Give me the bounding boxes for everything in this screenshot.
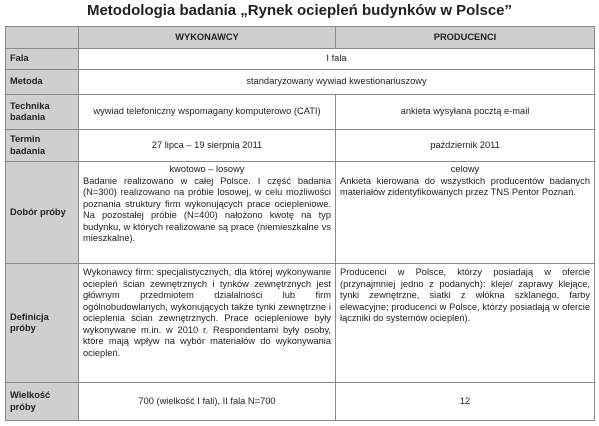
- page-title: Metodologia badania „Rynek ociepleń budynków w Polsce”: [86, 2, 513, 19]
- definicja-wykonawcy: Wykonawcy firm: specjalistycznych, dla której wykonywanie ociepleń ścian zewnętrznych i tynków zewnętrznych jest głównym przedmiotem działalności lub firm ogólnobudowlanych, wykonujących także tynki zewnętrzne i ocieplenia ścian zewnętrznych. Prace ociepleniowe były wykonywane m.in. w 2010 r. Respondentami były osoby, które mają wpływ na wybór materiałów do wykonywania ociepleń.: [79, 264, 336, 383]
- dobor-wykonawcy: [79, 162, 336, 264]
- row-wielkosc: [6, 383, 595, 421]
- definicja-producenci: Producenci w Polsce, którzy posiadają w ofercie (przynajmniej jedno z podanych): kleje/ zaprawy klejące, tynki zewnętrzne, siatki z włókna szklanego, farby elewacyjne; producenci w Polsce, którzy posiadają w ofercie łączniki do systemów ociepleń).: [336, 264, 595, 383]
- row-label-fala: Fala: [6, 49, 79, 70]
- wielkosc-wykonawcy: 700 (wielkość I fali), II fala N=700: [79, 383, 336, 421]
- header-corner-cell: [6, 27, 79, 49]
- dobor-producenci: [336, 162, 595, 264]
- fala-value: I fala: [79, 49, 595, 70]
- dobor-producenci-text: Ankieta kierowana do wszystkich producentów badanych materiałów zidentyfikowanych przez TNS Pentor Poznań.: [340, 175, 590, 197]
- wielkosc-producenci: 12: [336, 383, 595, 421]
- row-label-technika: Technika badania: [6, 95, 79, 130]
- row-label-definicja: Definicja próby: [6, 264, 79, 383]
- column-header-wykonawcy: WYKONAWCY: [79, 27, 336, 49]
- row-metoda: [6, 70, 595, 95]
- termin-wykonawcy: 27 lipca – 19 sierpnia 2011: [79, 130, 336, 162]
- row-technika: [6, 95, 595, 130]
- termin-producenci: październik 2011: [336, 130, 595, 162]
- technika-wykonawcy: wywiad telefoniczny wspomagany komputerowo (CATI): [79, 95, 336, 130]
- dobor-wykonawcy-text: Badanie realizowano w całej Polsce. I część badania (N=300) realizowano na próbie losowej, w celu możliwości poznania struktury firm wykonujących prace ociepleniowe. Na pozostałej próbie (N=400) nałożono kwotę na typ budynku, w których realizowane są prace (niemieszkalne vs mieszkalne).: [83, 175, 331, 243]
- column-header-producenci: PRODUCENCI: [336, 27, 595, 49]
- row-dobor: [6, 162, 595, 264]
- metoda-value: standaryzowany wywiad kwestionariuszowy: [79, 70, 595, 95]
- methodology-table: [5, 26, 595, 421]
- row-definicja: [6, 264, 595, 383]
- dobor-wykonawcy-title: kwotowo – losowy: [169, 164, 245, 174]
- row-label-metoda: Metoda: [6, 70, 79, 95]
- row-termin: [6, 130, 595, 162]
- row-label-dobor: Dobór próby: [6, 162, 79, 264]
- row-label-wielkosc: Wielkość próby: [6, 383, 79, 421]
- technika-producenci: ankieta wysyłana pocztą e-mail: [336, 95, 595, 130]
- row-label-termin: Termin badania: [6, 130, 79, 162]
- header-row: [6, 27, 595, 49]
- row-fala: [6, 49, 595, 70]
- dobor-producenci-title: celowy: [450, 164, 480, 174]
